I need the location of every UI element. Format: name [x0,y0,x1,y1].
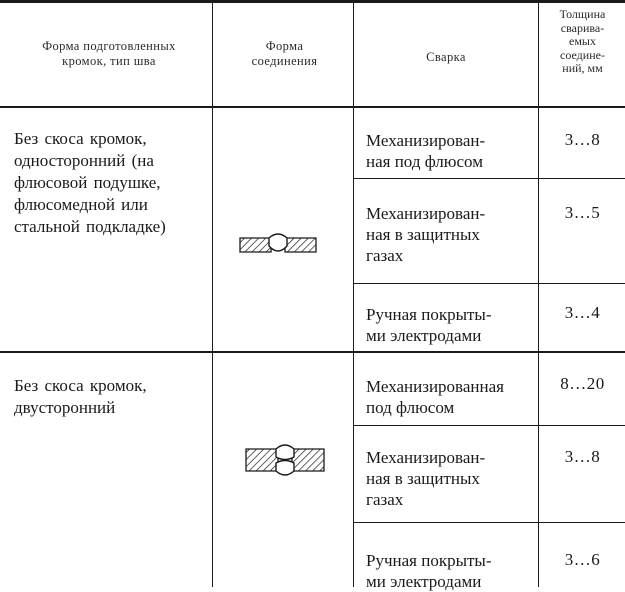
row-1-method-3: Ручная покрыты- ми электродами [366,305,492,345]
single-sided-butt-weld-icon [238,230,318,260]
sub-row-divider-3 [353,425,625,426]
column-divider-2 [353,3,354,587]
header-form-joint: Форма соединения [251,39,318,68]
row-2-method-1: Механизированная под флюсом [366,377,504,417]
header-form-edges: Форма подготовленных кромок, тип шва [42,39,176,68]
row-1-thickness-2: 3…5 [564,203,601,222]
row-2-thickness-3: 3…6 [564,550,601,569]
row-2-edge-type: Без скоса кромок, двусторонний [14,376,147,417]
row-1-method-2: Механизирован- ная в защитных газах [366,204,486,265]
row-2-thickness-2: 3…8 [564,447,601,466]
row-1-method-1: Механизирован- ная под флюсом [366,131,486,171]
row-2-thickness-1: 8…20 [560,374,605,393]
sub-row-divider-4 [353,522,625,523]
header-welding: Сварка [426,50,466,64]
header-bottom-border [0,106,625,108]
row-1-thickness-3: 3…4 [564,303,601,322]
row-divider [0,351,625,353]
column-divider-1 [212,3,213,587]
sub-row-divider-2 [353,283,625,284]
row-1-edge-type: Без скоса кромок, односторонний (на флюсовой подушке, флюсомедной или стальной подкладке) [14,129,166,236]
sub-row-divider-1 [353,178,625,179]
row-2-method-2: Механизирован- ная в защитных газах [366,448,486,509]
double-sided-butt-weld-icon [244,440,326,480]
column-divider-3 [538,3,539,587]
header-thickness: Толщина сварива- емых соедине- ний, мм [559,7,606,75]
row-2-method-3: Ручная покрыты- ми электродами [366,551,492,591]
table-top-border [0,0,625,3]
row-1-thickness-1: 3…8 [564,130,601,149]
